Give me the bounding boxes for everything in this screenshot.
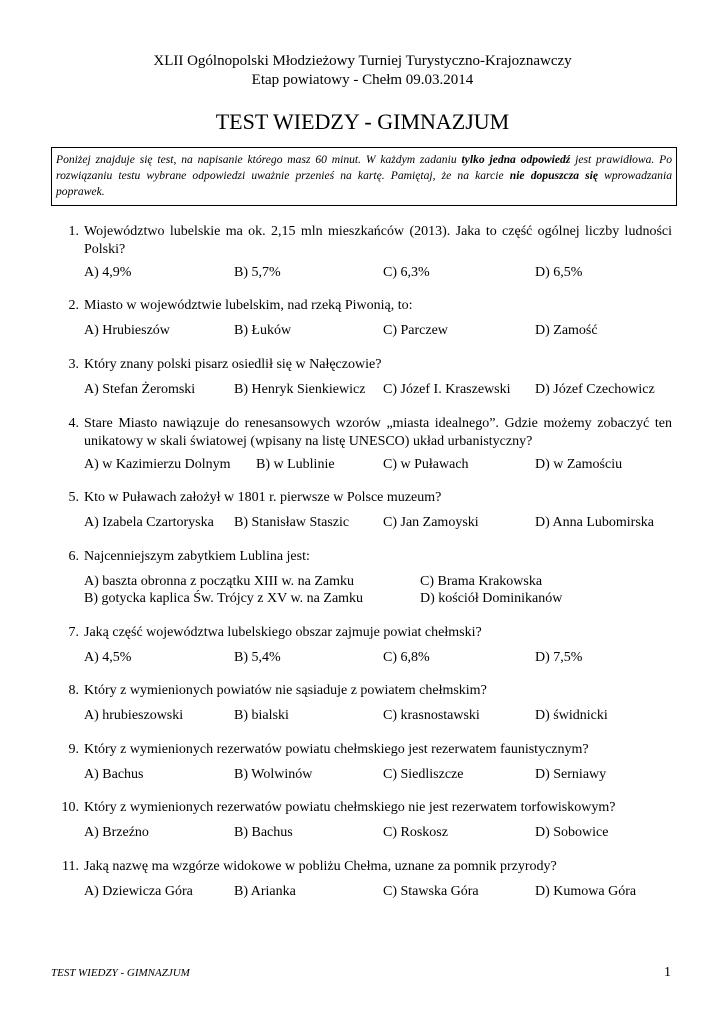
question-number: 10. xyxy=(61,800,79,815)
answer-option: A) Hrubieszów xyxy=(84,323,170,338)
answer-option: D) 6,5% xyxy=(535,265,583,280)
answer-option: D) Anna Lubomirska xyxy=(535,515,654,530)
answer-option: A) Brzeźno xyxy=(84,825,149,840)
answer-option: C) Parczew xyxy=(383,323,448,338)
tournament-name: XLII Ogólnopolski Młodzieżowy Turniej Turystyczno-Krajoznawczy xyxy=(153,53,572,69)
question-3-options xyxy=(84,381,684,399)
instructions-text-1: Poniżej znajduje się test, na napisanie którego masz 60 minut. W każdym zadaniu xyxy=(56,153,462,166)
answer-option: A) baszta obronna z początku XIII w. na Zamku xyxy=(84,574,355,589)
answer-option: D) Kumowa Góra xyxy=(535,884,637,899)
question-text: Stare Miasto nawiązuje do renesansowych wzorów „miasta idealnego”. Gdzie możemy zobaczyć ten unikatowy w skali światowej (wpisany na listę UNESCO) układ urbanistyczny? xyxy=(84,416,672,449)
page-number: 1 xyxy=(664,965,671,980)
question-text: Który z wymienionych powiatów nie sąsiaduje z powiatem chełmskim? xyxy=(84,683,487,698)
question-number: 2. xyxy=(68,298,79,313)
question-text: Kto w Puławach założył w 1801 r. pierwsze w Polsce muzeum? xyxy=(84,490,442,505)
answer-option: A) w Kazimierzu Dolnym xyxy=(84,457,231,472)
question-1-options xyxy=(84,264,684,282)
page-header xyxy=(0,52,725,90)
answer-option: C) krasnostawski xyxy=(383,708,480,723)
answer-option: A) hrubieszowski xyxy=(84,708,184,723)
question-text: Województwo lubelskie ma ok. 2,15 mln mieszkańców (2013). Jaka to część ogólnej liczby ludności Polski? xyxy=(84,224,672,257)
answer-option: C) Stawska Góra xyxy=(383,884,479,899)
instructions-emphasis-2: nie dopuszcza się xyxy=(509,169,599,182)
question-number: 5. xyxy=(68,490,79,505)
question-7-options xyxy=(84,649,684,667)
page-title: TEST WIEDZY - GIMNAZJUM xyxy=(215,109,510,134)
answer-option: B) 5,4% xyxy=(234,650,281,665)
answer-option: D) kościół Dominikanów xyxy=(420,591,563,606)
question-number: 4. xyxy=(68,416,79,431)
question-text: Miasto w województwie lubelskim, nad rzeką Piwonią, to: xyxy=(84,298,413,313)
answer-option: B) Henryk Sienkiewicz xyxy=(234,382,366,397)
answer-option: B) w Lublinie xyxy=(256,457,335,472)
answer-option: B) gotycka kaplica Św. Trójcy z XV w. na Zamku xyxy=(84,591,364,606)
question-text: Który z wymienionych rezerwatów powiatu chełmskiego jest rezerwatem faunistycznym? xyxy=(84,742,589,757)
question-text: Który znany polski pisarz osiedlił się w Nałęczowie? xyxy=(84,357,382,372)
question-10-options xyxy=(84,824,684,842)
instructions-box xyxy=(51,147,677,206)
question-4-options xyxy=(84,456,684,474)
question-text: Jaką nazwę ma wzgórze widokowe w pobliżu Chełma, uznane za pomnik przyrody? xyxy=(84,859,557,874)
question-number: 7. xyxy=(68,625,79,640)
answer-option: D) Zamość xyxy=(535,323,598,338)
question-number: 3. xyxy=(68,357,79,372)
answer-option: A) Stefan Żeromski xyxy=(84,382,196,397)
question-text: Który z wymienionych rezerwatów powiatu chełmskiego nie jest rezerwatem torfowiskowym? xyxy=(84,800,616,815)
question-5-options xyxy=(84,514,684,532)
answer-option: D) Sobowice xyxy=(535,825,609,840)
answer-option: B) Łuków xyxy=(234,323,292,338)
question-number: 1. xyxy=(68,224,79,239)
answer-option: A) Dziewicza Góra xyxy=(84,884,193,899)
answer-option: C) Siedliszcze xyxy=(383,767,464,782)
question-number: 8. xyxy=(68,683,79,698)
answer-option: B) Bachus xyxy=(234,825,293,840)
question-number: 11. xyxy=(62,859,79,874)
answer-option: D) świdnicki xyxy=(535,708,608,723)
instructions-text-2: jest prawidłowa. Po rozwiązaniu testu wybrane odpowiedzi uważnie przenieś na kartę. Pamiętaj, że na karcie xyxy=(56,153,673,182)
instructions-emphasis-1: tylko jedna odpowiedź xyxy=(461,153,571,166)
answer-option: C) 6,3% xyxy=(383,265,430,280)
question-text: Jaką część województwa lubelskiego obszar zajmuje powiat chełmski? xyxy=(84,625,482,640)
answer-option: D) Józef Czechowicz xyxy=(535,382,655,397)
question-8-options xyxy=(84,707,684,725)
answer-option: D) w Zamościu xyxy=(535,457,623,472)
question-6-options xyxy=(84,573,684,609)
question-number: 9. xyxy=(68,742,79,757)
answer-option: D) 7,5% xyxy=(535,650,583,665)
answer-option: D) Serniawy xyxy=(535,767,607,782)
answer-option: C) 6,8% xyxy=(383,650,430,665)
answer-option: A) 4,5% xyxy=(84,650,132,665)
answer-option: B) 5,7% xyxy=(234,265,281,280)
answer-option: B) Arianka xyxy=(234,884,296,899)
answer-option: C) Jan Zamoyski xyxy=(383,515,479,530)
answer-option: C) Roskosz xyxy=(383,825,448,840)
footer-title: TEST WIEDZY - GIMNAZJUM xyxy=(51,967,190,979)
answer-option: A) Bachus xyxy=(84,767,144,782)
answer-option: C) Józef I. Kraszewski xyxy=(383,382,511,397)
question-9-options xyxy=(84,766,684,784)
answer-option: B) bialski xyxy=(234,708,289,723)
question-11-options xyxy=(84,883,684,901)
question-2-options xyxy=(84,322,684,340)
answer-option: C) Brama Krakowska xyxy=(420,574,543,589)
answer-option: A) Izabela Czartoryska xyxy=(84,515,214,530)
question-text: Najcenniejszym zabytkiem Lublina jest: xyxy=(84,549,310,564)
instructions-text-3: wprowadzania poprawek. xyxy=(56,169,672,198)
answer-option: B) Stanisław Staszic xyxy=(234,515,350,530)
answer-option: B) Wolwinów xyxy=(234,767,313,782)
answer-option: C) w Puławach xyxy=(383,457,469,472)
answer-option: A) 4,9% xyxy=(84,265,132,280)
stage-info: Etap powiatowy - Chełm 09.03.2014 xyxy=(251,72,474,88)
question-number: 6. xyxy=(68,549,79,564)
